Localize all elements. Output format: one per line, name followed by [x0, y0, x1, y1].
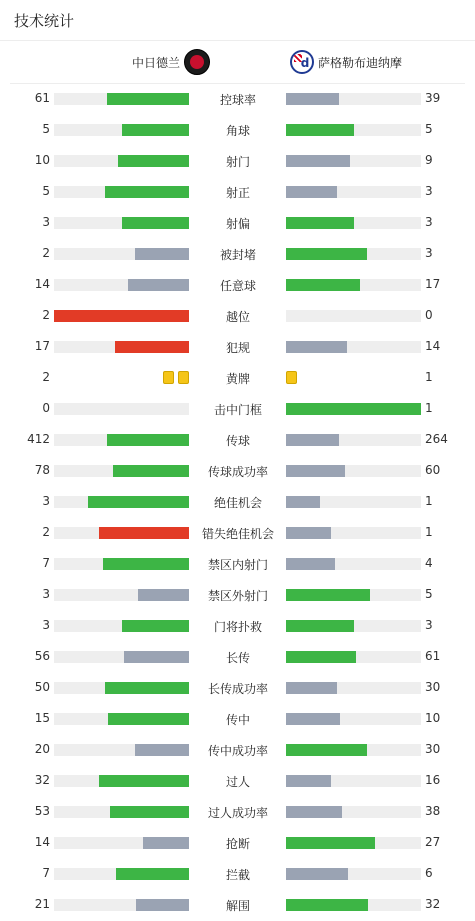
stat-row — [0, 549, 475, 580]
away-bar — [286, 682, 337, 694]
away-value: 3 — [425, 246, 433, 260]
home-value: 5 — [42, 122, 50, 136]
home-bar-track — [54, 186, 189, 198]
home-bar-track — [54, 310, 189, 322]
away-value: 32 — [425, 897, 441, 911]
stat-row — [0, 208, 475, 239]
away-bar-track — [286, 868, 421, 880]
home-bar-track — [54, 248, 189, 260]
away-bar — [286, 775, 331, 787]
home-value: 2 — [42, 370, 50, 384]
stat-row — [0, 270, 475, 301]
home-bar-track — [54, 434, 189, 446]
stat-row — [0, 363, 475, 394]
stat-label: 长传成功率 — [207, 682, 268, 696]
away-bar — [286, 217, 354, 229]
away-value: 5 — [425, 122, 433, 136]
home-bar — [105, 682, 189, 694]
away-bar-track — [286, 651, 421, 663]
home-value: 3 — [42, 618, 50, 632]
home-team[interactable] — [132, 49, 210, 75]
away-bar-track — [286, 496, 421, 508]
away-value: 17 — [425, 277, 441, 291]
stat-row — [0, 177, 475, 208]
home-bar-track — [54, 93, 189, 105]
home-team-name: 中日德兰 — [131, 55, 180, 70]
stat-row — [0, 115, 475, 146]
away-value: 16 — [425, 773, 441, 787]
away-bar-track — [286, 124, 421, 136]
home-bar-track — [54, 806, 189, 818]
away-value: 1 — [425, 401, 433, 415]
away-bar — [286, 465, 345, 477]
away-value: 30 — [425, 680, 441, 694]
away-bar — [286, 279, 360, 291]
stat-row — [0, 332, 475, 363]
away-bar-track — [286, 589, 421, 601]
yellow-card-icon — [163, 371, 174, 384]
stat-label: 抢断 — [225, 837, 250, 851]
away-bar-track — [286, 434, 421, 446]
away-bar — [286, 403, 421, 415]
stat-label: 击中门框 — [213, 403, 262, 417]
home-bar-track — [54, 837, 189, 849]
home-value: 20 — [34, 742, 50, 756]
home-bar — [116, 868, 189, 880]
away-value: 30 — [425, 742, 441, 756]
away-bar — [286, 713, 340, 725]
stat-row — [0, 642, 475, 673]
away-team[interactable] — [290, 49, 402, 75]
home-yellow-cards — [163, 371, 189, 385]
home-bar — [122, 217, 190, 229]
home-bar — [103, 558, 189, 570]
home-bar — [108, 713, 189, 725]
home-bar-track — [54, 589, 189, 601]
stat-label: 绝佳机会 — [213, 496, 262, 510]
home-value: 14 — [34, 835, 50, 849]
stat-label: 错失绝佳机会 — [201, 527, 274, 541]
stat-row — [0, 456, 475, 487]
stat-row — [0, 425, 475, 456]
away-team-logo-icon: d — [290, 50, 314, 74]
page-title: 技术统计 — [14, 12, 75, 30]
home-value: 10 — [34, 153, 50, 167]
away-bar-track — [286, 465, 421, 477]
home-bar-track — [54, 713, 189, 725]
home-bar — [99, 527, 189, 539]
away-bar — [286, 837, 375, 849]
home-value: 78 — [34, 463, 50, 477]
stat-label: 射偏 — [225, 217, 250, 231]
away-bar — [286, 527, 331, 539]
away-value: 0 — [425, 308, 433, 322]
stat-row — [0, 84, 475, 115]
stat-row — [0, 301, 475, 332]
home-bar — [115, 341, 189, 353]
away-bar — [286, 93, 339, 105]
stat-label: 传中 — [225, 713, 250, 727]
away-value: 38 — [425, 804, 441, 818]
home-bar — [122, 124, 190, 136]
home-bar-track — [54, 651, 189, 663]
away-bar-track — [286, 279, 421, 291]
away-bar — [286, 744, 367, 756]
header — [0, 0, 475, 41]
home-value: 7 — [42, 556, 50, 570]
home-bar — [113, 465, 189, 477]
home-value: 50 — [34, 680, 50, 694]
home-bar — [138, 589, 189, 601]
home-bar-track — [54, 496, 189, 508]
away-value: 9 — [425, 153, 433, 167]
stat-row — [0, 239, 475, 270]
stat-row — [0, 828, 475, 859]
away-bar-track — [286, 248, 421, 260]
home-value: 3 — [42, 215, 50, 229]
home-bar — [128, 279, 189, 291]
stat-label: 禁区外射门 — [207, 589, 268, 603]
stat-label: 解围 — [225, 899, 250, 913]
stat-label: 黄牌 — [225, 372, 250, 386]
home-value: 2 — [42, 308, 50, 322]
home-value: 3 — [42, 587, 50, 601]
away-value: 1 — [425, 370, 433, 384]
stat-label: 犯规 — [225, 341, 250, 355]
away-value: 60 — [425, 463, 441, 477]
away-value: 39 — [425, 91, 441, 105]
home-value: 5 — [42, 184, 50, 198]
home-team-logo-icon — [184, 49, 210, 75]
away-bar — [286, 341, 347, 353]
home-value: 0 — [42, 401, 50, 415]
home-bar — [105, 186, 189, 198]
stat-row — [0, 859, 475, 890]
home-value: 53 — [34, 804, 50, 818]
stat-label: 拦截 — [225, 868, 250, 882]
home-bar — [122, 620, 190, 632]
away-value: 6 — [425, 866, 433, 880]
away-value: 264 — [425, 432, 448, 446]
home-value: 17 — [34, 339, 50, 353]
stat-row — [0, 735, 475, 766]
home-bar-track — [54, 558, 189, 570]
away-bar — [286, 589, 370, 601]
stat-label: 过人成功率 — [207, 806, 268, 820]
away-bar — [286, 496, 320, 508]
away-bar-track — [286, 93, 421, 105]
stat-label: 传球成功率 — [207, 465, 268, 479]
away-value: 5 — [425, 587, 433, 601]
home-bar — [107, 434, 189, 446]
home-bar-track — [54, 465, 189, 477]
stat-row — [0, 611, 475, 642]
away-bar-track — [286, 558, 421, 570]
away-bar-track — [286, 899, 421, 911]
away-team-name: 萨格勒布迪纳摩 — [318, 55, 403, 70]
home-value: 61 — [34, 91, 50, 105]
away-bar — [286, 868, 348, 880]
away-value: 3 — [425, 184, 433, 198]
home-value: 14 — [34, 277, 50, 291]
home-value: 3 — [42, 494, 50, 508]
stat-row — [0, 890, 475, 921]
home-bar — [135, 248, 189, 260]
home-bar — [136, 899, 189, 911]
home-bar — [54, 310, 189, 322]
home-value: 7 — [42, 866, 50, 880]
stat-row — [0, 518, 475, 549]
home-value: 21 — [34, 897, 50, 911]
home-bar-track — [54, 868, 189, 880]
away-value: 14 — [425, 339, 441, 353]
away-bar — [286, 806, 342, 818]
away-bar-track — [286, 186, 421, 198]
stat-row — [0, 394, 475, 425]
home-bar — [110, 806, 189, 818]
home-bar — [88, 496, 189, 508]
away-value: 3 — [425, 618, 433, 632]
away-bar — [286, 248, 367, 260]
home-bar-track — [54, 217, 189, 229]
stat-label: 被封堵 — [219, 248, 256, 262]
away-value: 1 — [425, 525, 433, 539]
away-bar — [286, 434, 339, 446]
home-bar-track — [54, 341, 189, 353]
stat-label: 长传 — [225, 651, 250, 665]
stat-row — [0, 146, 475, 177]
stat-row — [0, 704, 475, 735]
home-bar-track — [54, 403, 189, 415]
away-bar — [286, 620, 354, 632]
away-yellow-cards — [286, 371, 297, 385]
home-bar — [124, 651, 189, 663]
stat-row — [0, 797, 475, 828]
away-bar-track — [286, 775, 421, 787]
away-bar-track — [286, 682, 421, 694]
away-bar-track — [286, 837, 421, 849]
stats-list — [0, 84, 475, 921]
away-value: 61 — [425, 649, 441, 663]
stat-label: 传球 — [225, 434, 250, 448]
stat-label: 任意球 — [219, 279, 256, 293]
home-value: 2 — [42, 525, 50, 539]
away-bar-track — [286, 744, 421, 756]
away-bar — [286, 186, 337, 198]
home-bar-track — [54, 682, 189, 694]
home-bar-track — [54, 775, 189, 787]
home-value: 56 — [34, 649, 50, 663]
home-bar — [107, 93, 189, 105]
home-bar-track — [54, 899, 189, 911]
away-bar-track — [286, 527, 421, 539]
away-bar-track — [286, 713, 421, 725]
away-bar-track — [286, 155, 421, 167]
yellow-card-icon — [286, 371, 297, 384]
home-bar-track — [54, 155, 189, 167]
home-bar — [143, 837, 189, 849]
away-bar-track — [286, 403, 421, 415]
stat-row — [0, 766, 475, 797]
stat-label: 射正 — [225, 186, 250, 200]
yellow-card-icon — [178, 371, 189, 384]
home-bar-track — [54, 527, 189, 539]
home-bar-track — [54, 279, 189, 291]
home-value: 2 — [42, 246, 50, 260]
stat-label: 越位 — [225, 310, 250, 324]
home-value: 412 — [27, 432, 50, 446]
away-bar-track — [286, 620, 421, 632]
teams-header — [10, 41, 465, 84]
home-bar-track — [54, 620, 189, 632]
away-value: 27 — [425, 835, 441, 849]
away-value: 3 — [425, 215, 433, 229]
stat-label: 门将扑救 — [213, 620, 262, 634]
away-bar-track — [286, 806, 421, 818]
away-bar-track — [286, 217, 421, 229]
away-bar — [286, 155, 350, 167]
stat-label: 传中成功率 — [207, 744, 268, 758]
away-bar-track — [286, 310, 421, 322]
away-bar — [286, 651, 356, 663]
away-bar — [286, 899, 368, 911]
stat-label: 控球率 — [219, 93, 256, 107]
away-bar — [286, 558, 335, 570]
away-value: 10 — [425, 711, 441, 725]
away-bar-track — [286, 341, 421, 353]
home-value: 15 — [34, 711, 50, 725]
stat-row — [0, 580, 475, 611]
home-bar — [99, 775, 189, 787]
home-bar — [118, 155, 189, 167]
stat-label: 射门 — [225, 155, 250, 169]
away-value: 4 — [425, 556, 433, 570]
stat-row — [0, 487, 475, 518]
home-bar — [135, 744, 189, 756]
stat-label: 禁区内射门 — [207, 558, 268, 572]
stat-label: 过人 — [225, 775, 250, 789]
home-bar-track — [54, 744, 189, 756]
stat-label: 角球 — [225, 124, 250, 138]
away-bar — [286, 124, 354, 136]
away-value: 1 — [425, 494, 433, 508]
stat-row — [0, 673, 475, 704]
home-bar-track — [54, 124, 189, 136]
home-value: 32 — [34, 773, 50, 787]
